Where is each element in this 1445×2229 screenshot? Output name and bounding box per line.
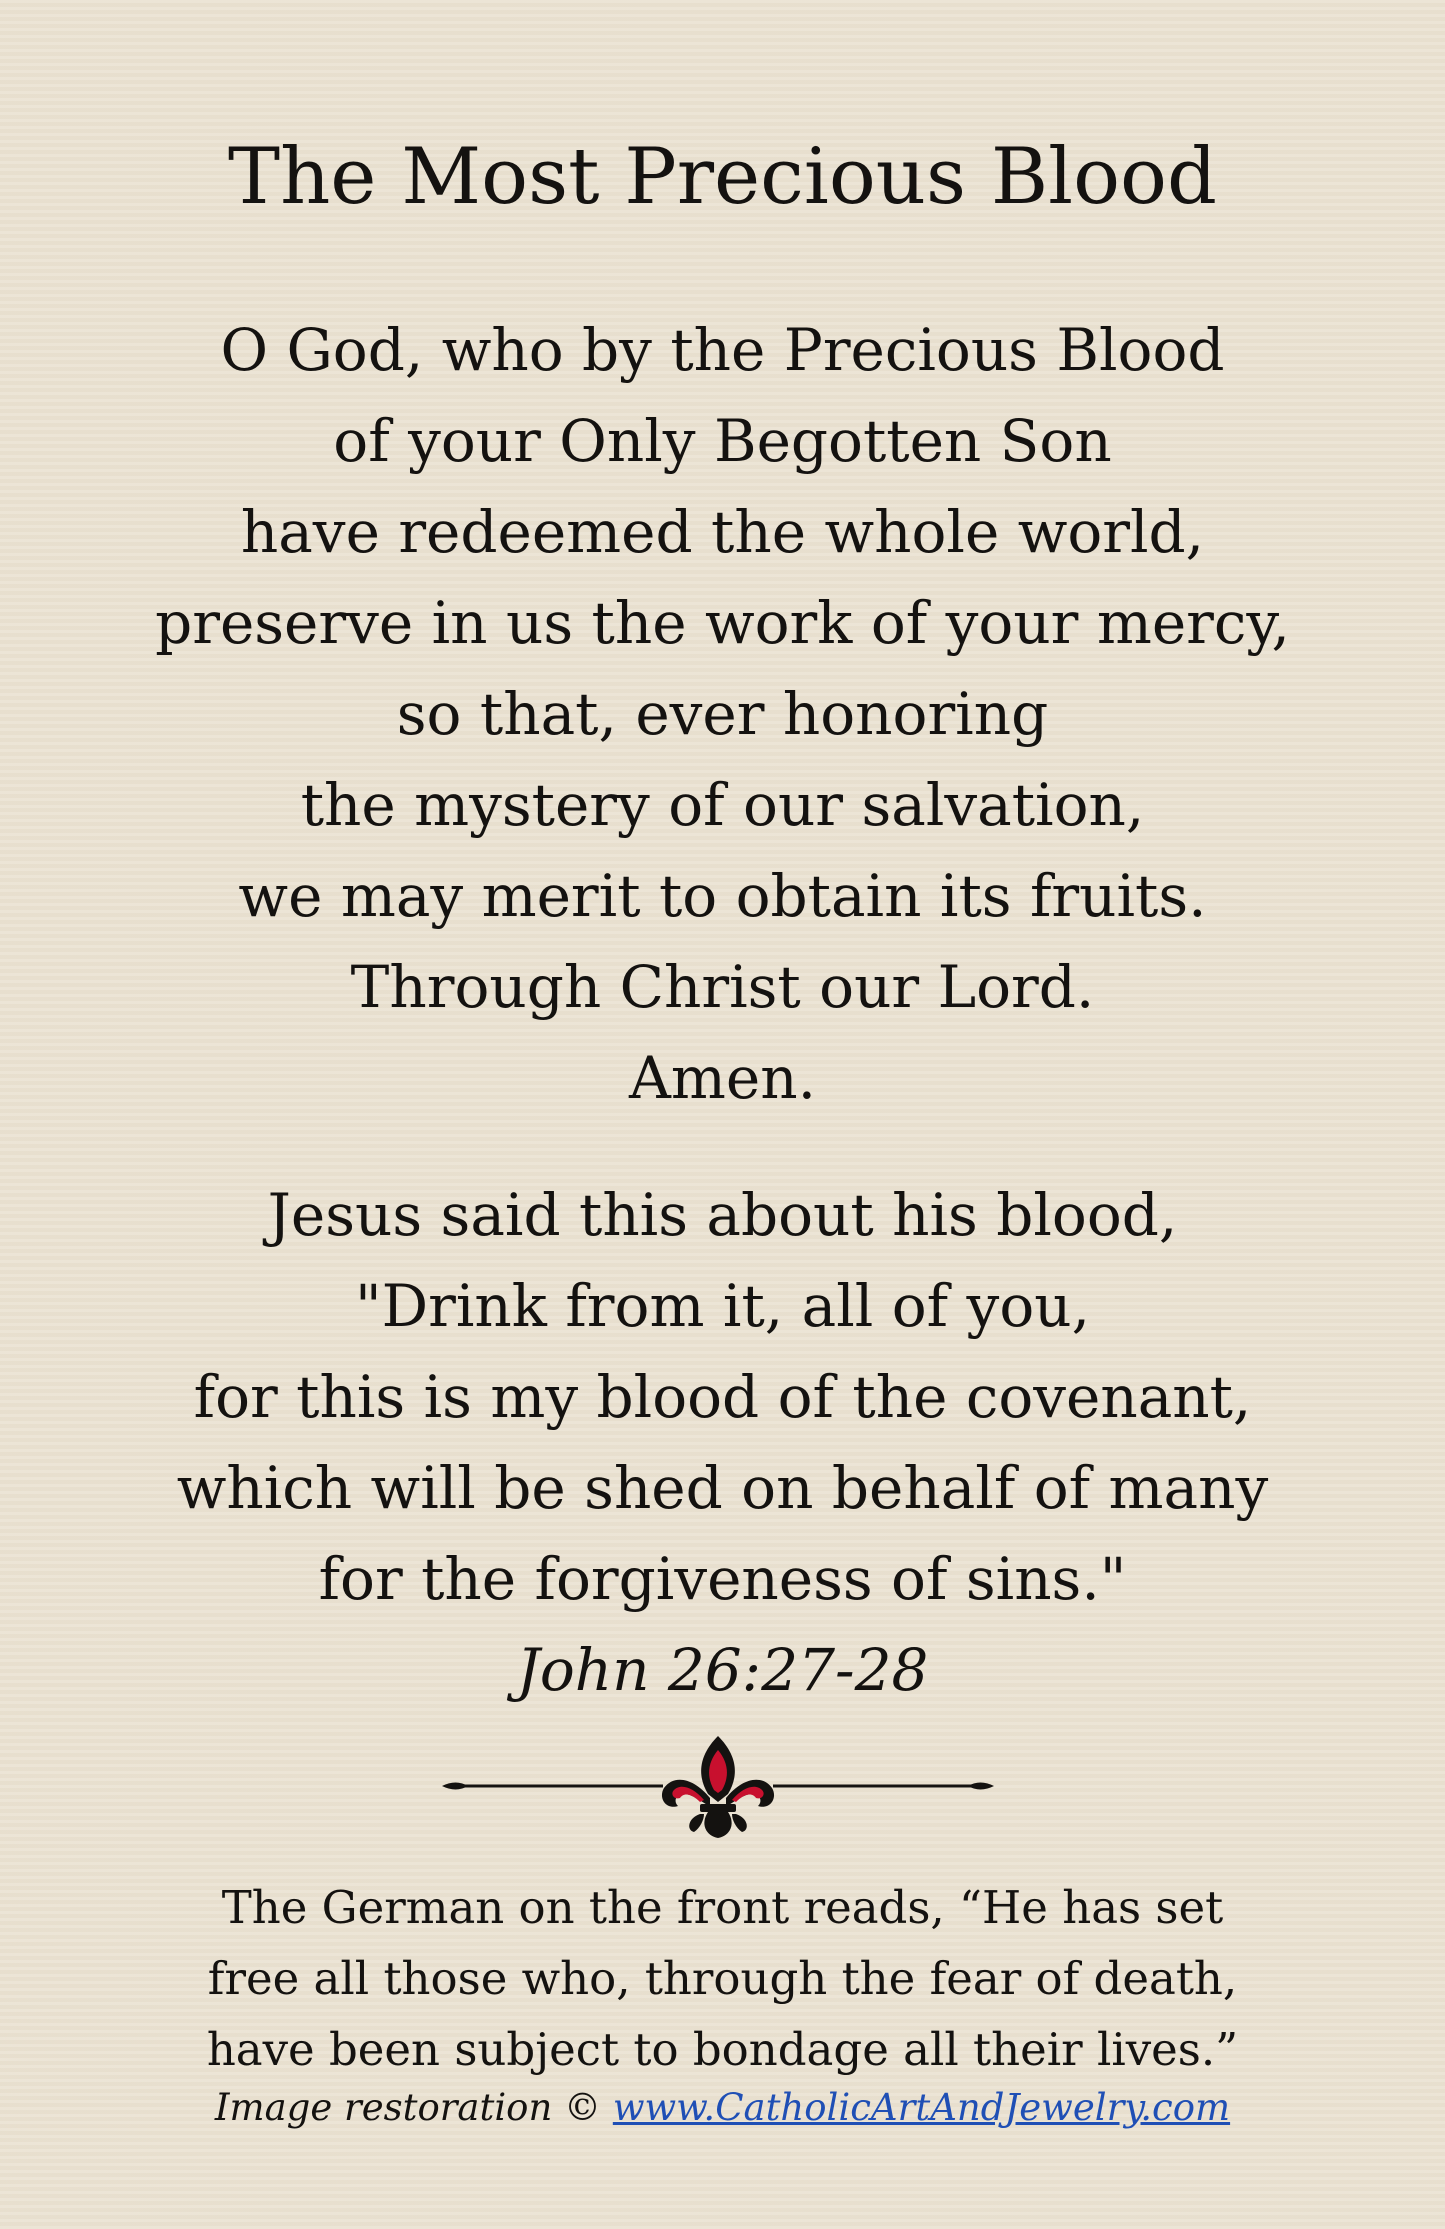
- prayer-line: Through Christ our Lord.: [350, 953, 1095, 1021]
- footnote-text: [60, 1872, 1385, 2085]
- scripture-reference: John 26:27-28: [516, 1636, 929, 1704]
- prayer-line: so that, ever honoring: [396, 680, 1049, 748]
- credit-link[interactable]: www.CatholicArtAndJewelry.com: [612, 2086, 1231, 2129]
- quote-line: for the forgiveness of sins.": [318, 1545, 1127, 1613]
- quote-line: "Drink from it, all of you,: [354, 1272, 1091, 1340]
- image-credit: [0, 2078, 1445, 2138]
- prayer-line: preserve in us the work of your mercy,: [155, 589, 1290, 657]
- quote-line: for this is my blood of the covenant,: [193, 1363, 1252, 1431]
- quote-line: which will be shed on behalf of many: [176, 1454, 1269, 1522]
- prayer-line: have redeemed the whole world,: [240, 498, 1205, 566]
- scripture-quote: [40, 1170, 1405, 1716]
- footnote-line: free all those who, through the fear of death,: [207, 1952, 1238, 2005]
- prayer-line: O God, who by the Precious Blood: [220, 316, 1225, 384]
- prayer-amen: Amen.: [629, 1044, 816, 1112]
- prayer-line: we may merit to obtain its fruits.: [238, 862, 1207, 930]
- prayer-line: the mystery of our salvation,: [300, 771, 1145, 839]
- prayer-line: of your Only Begotten Son: [333, 407, 1112, 475]
- fleur-de-lis-divider: [438, 1732, 998, 1842]
- quote-line: Jesus said this about his blood,: [267, 1181, 1178, 1249]
- footnote-line: have been subject to bondage all their lives.”: [206, 2023, 1239, 2076]
- page-title: The Most Precious Blood: [228, 132, 1217, 222]
- divider-left-line: [442, 1783, 663, 1790]
- divider-right-line: [773, 1783, 994, 1790]
- prayer-text: [40, 305, 1405, 1124]
- credit-prefix: Image restoration ©: [214, 2086, 602, 2129]
- fleur-de-lis-icon: [662, 1736, 774, 1838]
- footnote-line: The German on the front reads, “He has set: [221, 1881, 1224, 1934]
